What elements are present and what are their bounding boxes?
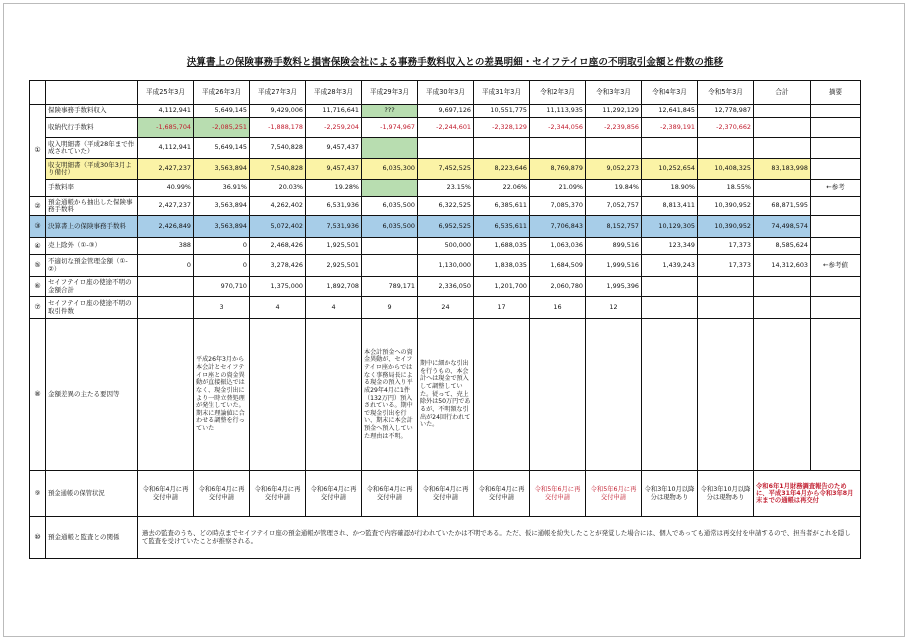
table-row [30, 159, 861, 180]
row-label: 預金通帳と監査との関係 [46, 517, 138, 559]
header-cell: 令和3年3月 [586, 81, 642, 105]
cell: 10,390,952 [698, 197, 754, 216]
cell [754, 277, 811, 297]
row-number: ⑤ [30, 255, 46, 277]
cell [474, 319, 530, 471]
mgmt-cell: 令和5年6月に再交付申請 [530, 471, 586, 517]
cell: 3,278,426 [250, 255, 306, 277]
cell [306, 319, 362, 471]
cell: 4,262,402 [250, 197, 306, 216]
cell: 6,035,500 [362, 216, 418, 238]
cell: 7,531,936 [306, 216, 362, 238]
cell: -2,239,856 [586, 118, 642, 138]
header-cell: 平成29年3月 [362, 81, 418, 105]
cell: 12,778,987 [698, 105, 754, 118]
cell: 68,871,595 [754, 197, 811, 216]
mgmt-cell: 令和6年4月に再交付申請 [138, 471, 194, 517]
cell [754, 138, 811, 159]
cell [138, 277, 194, 297]
mgmt-cell: 令和6年4月に再交付申請 [418, 471, 474, 517]
cell [362, 238, 418, 255]
cell: 1,063,036 [530, 238, 586, 255]
cell: 2,468,426 [250, 238, 306, 255]
row-label: セイフテイロ座の使途不明の金額合計 [46, 277, 138, 297]
cell: 9 [362, 297, 418, 319]
mgmt-cell: 令和6年4月に再交付申請 [194, 471, 250, 517]
table-row [30, 180, 861, 197]
cell: 5,072,402 [250, 216, 306, 238]
cell: 9,429,006 [250, 105, 306, 118]
cell: 14,312,603 [754, 255, 811, 277]
cell: -2,344,056 [530, 118, 586, 138]
cell-note: ←参考値 [811, 255, 861, 277]
row-number: ⑩ [30, 517, 46, 559]
table-row [30, 255, 861, 277]
cell: 12 [586, 297, 642, 319]
row-number: ④ [30, 238, 46, 255]
cell: 19.28% [306, 180, 362, 197]
header-cell: 平成26年3月 [194, 81, 250, 105]
cell: 11,716,641 [306, 105, 362, 118]
header-cell: 合計 [754, 81, 811, 105]
cell [362, 255, 418, 277]
cell: 12,641,845 [642, 105, 698, 118]
row-label: 金額差異の主たる要因等 [46, 319, 138, 471]
cell: 7,540,828 [250, 138, 306, 159]
cell: 83,183,998 [754, 159, 811, 180]
cell-note [811, 138, 861, 159]
cell: 7,085,370 [530, 197, 586, 216]
row-number: ⑥ [30, 277, 46, 297]
cell: 7,452,525 [418, 159, 474, 180]
row-label: セイフテイロ座の使途不明の取引件数 [46, 297, 138, 319]
cell [642, 319, 698, 471]
cell-note [811, 118, 861, 138]
row-label: 預金通帳から抽出した保険事務手数料 [46, 197, 138, 216]
cell: 1,201,700 [474, 277, 530, 297]
cell: 6,952,525 [418, 216, 474, 238]
row-number: ① [30, 105, 46, 197]
cell: 0 [194, 255, 250, 277]
header-cell: 平成28年3月 [306, 81, 362, 105]
table-row [30, 105, 861, 118]
mgmt-cell: 令和6年4月に再交付申請 [362, 471, 418, 517]
table-row [30, 297, 861, 319]
mgmt-cell: 令和3年10月以降分は現物あり [642, 471, 698, 517]
row-label: 収入明細書（平成28年まで作成されていた） [46, 138, 138, 159]
cell [138, 297, 194, 319]
header-row [30, 81, 861, 105]
cell: 2,925,501 [306, 255, 362, 277]
cell-note [811, 197, 861, 216]
cell: -1,974,967 [362, 118, 418, 138]
cell: 1,684,509 [530, 255, 586, 277]
cell: 2,426,849 [138, 216, 194, 238]
cell: 0 [138, 255, 194, 277]
row-label: 手数料率 [46, 180, 138, 197]
cell: 8,223,646 [474, 159, 530, 180]
mgmt-cell: 令和6年4月に再交付申請 [474, 471, 530, 517]
cell: 970,710 [194, 277, 250, 297]
cell: 10,129,305 [642, 216, 698, 238]
cell: -1,888,178 [250, 118, 306, 138]
relation-text: 過去の監査のうち、どの時点までセイフテイロ座の預金通帳が管理され、かつ監査で内容確認が行われていたかは不明である。ただ、仮に通帳を紛失したことが発覚した場合には、個人であっても通常は再交付を申請するので、担当者がこれを隠して監査を受けていたことが推察される。 [138, 517, 861, 559]
header-corner [30, 81, 46, 105]
cell [811, 319, 861, 471]
cell [362, 180, 418, 197]
cell: 2,427,237 [138, 159, 194, 180]
cell: 8,813,411 [642, 197, 698, 216]
header-cell: 平成27年3月 [250, 81, 306, 105]
mgmt-note: 令和6年1月財務調査報告のために、平成31年4月から令和3年8月末までの通帳は再交付 [754, 471, 861, 517]
header-cell: 平成30年3月 [418, 81, 474, 105]
cell [698, 277, 754, 297]
cell: 3,563,894 [194, 216, 250, 238]
row-number: ② [30, 197, 46, 216]
cell: 10,390,952 [698, 216, 754, 238]
cell: 6,531,936 [306, 197, 362, 216]
row-number: ⑧ [30, 319, 46, 471]
cell: 3 [194, 297, 250, 319]
cell: 1,999,516 [586, 255, 642, 277]
header-cell: 平成25年3月 [138, 81, 194, 105]
row-number: ⑨ [30, 471, 46, 517]
row-number: ⑦ [30, 297, 46, 319]
document-title: 決算書上の保険事務手数料と損害保険会社による事務手数料収入との差異明細・セイフテイロ座の不明取引金額と件数の推移 [186, 57, 724, 68]
cell: 40.99% [138, 180, 194, 197]
cell: 23.15% [418, 180, 474, 197]
cell: 1,688,035 [474, 238, 530, 255]
header-cell: 摘要 [811, 81, 861, 105]
cell: 8,769,879 [530, 159, 586, 180]
cell [642, 277, 698, 297]
cell [586, 319, 642, 471]
cell: 17,373 [698, 255, 754, 277]
mgmt-cell: 令和3年10月以降分は現物あり [698, 471, 754, 517]
cell: -2,085,251 [194, 118, 250, 138]
header-cell: 平成31年3月 [474, 81, 530, 105]
cell: 9,052,273 [586, 159, 642, 180]
cell [418, 138, 474, 159]
row-label: 収支明細書（平成30年3月より備付） [46, 159, 138, 180]
cell: 22.06% [474, 180, 530, 197]
cell [250, 319, 306, 471]
cell: 5,649,145 [194, 138, 250, 159]
cell [138, 319, 194, 471]
cell: 7,052,757 [586, 197, 642, 216]
cell [362, 138, 418, 159]
cell [642, 297, 698, 319]
cell-note [811, 297, 861, 319]
cell: 7,540,828 [250, 159, 306, 180]
cell: 2,060,780 [530, 277, 586, 297]
cell: 2,427,237 [138, 197, 194, 216]
cell: 1,375,000 [250, 277, 306, 297]
table-row [30, 138, 861, 159]
cell: 5,649,145 [194, 105, 250, 118]
cell: 6,322,525 [418, 197, 474, 216]
cell: 10,408,325 [698, 159, 754, 180]
cell-note [811, 159, 861, 180]
cell: 7,706,843 [530, 216, 586, 238]
mgmt-cell: 令和6年4月に再交付申請 [306, 471, 362, 517]
table-row-mgmt [30, 471, 861, 517]
cell: 10,551,775 [474, 105, 530, 118]
cell: 6,035,500 [362, 197, 418, 216]
header-cell: 令和2年3月 [530, 81, 586, 105]
header-label-blank [46, 81, 138, 105]
cell: -2,259,204 [306, 118, 362, 138]
cell-note: ←参考 [811, 180, 861, 197]
cell: 3,563,894 [194, 197, 250, 216]
cell: 20.03% [250, 180, 306, 197]
table-row [30, 118, 861, 138]
mgmt-cell: 令和5年6月に再交付申請 [586, 471, 642, 517]
cell-note [811, 216, 861, 238]
cell: 19.84% [586, 180, 642, 197]
cell-note [811, 277, 861, 297]
cell: -2,244,601 [418, 118, 474, 138]
cell: 4 [306, 297, 362, 319]
cell-unknown: ??? [362, 105, 418, 118]
discrepancy-table [29, 80, 861, 559]
cell [754, 319, 811, 471]
cell: 1,995,396 [586, 277, 642, 297]
cell [530, 138, 586, 159]
header-cell: 令和5年3月 [698, 81, 754, 105]
cell-note [811, 238, 861, 255]
cell [754, 297, 811, 319]
cell [698, 319, 754, 471]
row-number: ③ [30, 216, 46, 238]
row-label: 預金通帳の保管状況 [46, 471, 138, 517]
reason-h26: 平成26年3月から本会計とセイフテイロ座との資金異動が直接振込ではなく、現金引出により一時立替処理が発生していた。期末に理論値に合わせる調整を行っていた [194, 319, 250, 471]
cell: 6,535,611 [474, 216, 530, 238]
row-label: 決算書上の保険事務手数料 [46, 216, 138, 238]
cell: 1,130,000 [418, 255, 474, 277]
mgmt-cell: 令和6年4月に再交付申請 [250, 471, 306, 517]
cell: 4,112,941 [138, 138, 194, 159]
cell: 6,385,611 [474, 197, 530, 216]
cell: -2,389,191 [642, 118, 698, 138]
row-label: 不適切な預金管理金額（①-②） [46, 255, 138, 277]
cell: 4,112,941 [138, 105, 194, 118]
cell: 789,171 [362, 277, 418, 297]
cell: 1,925,501 [306, 238, 362, 255]
cell: 3,563,894 [194, 159, 250, 180]
table-row [30, 238, 861, 255]
cell: 123,349 [642, 238, 698, 255]
cell: 17,373 [698, 238, 754, 255]
cell [698, 297, 754, 319]
cell: 17 [474, 297, 530, 319]
cell: 74,498,574 [754, 216, 811, 238]
cell: 8,585,624 [754, 238, 811, 255]
cell [754, 180, 811, 197]
cell [754, 105, 811, 118]
cell: -1,685,704 [138, 118, 194, 138]
row-label: 収納代行手数料 [46, 118, 138, 138]
cell: 11,292,129 [586, 105, 642, 118]
cell: 9,457,437 [306, 159, 362, 180]
cell: 10,252,654 [642, 159, 698, 180]
cell: 16 [530, 297, 586, 319]
table-row-relation [30, 517, 861, 559]
cell [474, 138, 530, 159]
reason-h30: 期中に細かな引出を行うもの、本会計へは現金で預入して調整していた。従って、売上除外は50万円であるが、不明額な引出が24回行われていた。 [418, 319, 474, 471]
table-row-reason [30, 319, 861, 471]
cell: 500,000 [418, 238, 474, 255]
row-label: 売上除外（①-③） [46, 238, 138, 255]
cell: 9,457,437 [306, 138, 362, 159]
cell: 18.90% [642, 180, 698, 197]
cell [586, 138, 642, 159]
cell: 21.09% [530, 180, 586, 197]
cell: 1,439,243 [642, 255, 698, 277]
cell-note [811, 105, 861, 118]
cell: 899,516 [586, 238, 642, 255]
cell [642, 138, 698, 159]
cell: 6,035,300 [362, 159, 418, 180]
cell: 36.91% [194, 180, 250, 197]
reason-h29: 本会計預金への資金異動が、セイフテイロ座からではなく事務局長による現金の預入り平成29年4月に1件（132万円）預入されている。期中で現金引出を行い、期末に本会計預金へ預入していた理由は不明。 [362, 319, 418, 471]
cell: 8,152,757 [586, 216, 642, 238]
cell: 24 [418, 297, 474, 319]
cell: 18.55% [698, 180, 754, 197]
cell: -2,328,129 [474, 118, 530, 138]
cell [698, 138, 754, 159]
cell [530, 319, 586, 471]
cell: 1,838,035 [474, 255, 530, 277]
cell: 388 [138, 238, 194, 255]
table-row [30, 277, 861, 297]
cell: 0 [194, 238, 250, 255]
cell: -2,370,662 [698, 118, 754, 138]
cell [754, 118, 811, 138]
table-row [30, 216, 861, 238]
header-cell: 令和4年3月 [642, 81, 698, 105]
table-row [30, 197, 861, 216]
cell: 11,113,935 [530, 105, 586, 118]
cell: 9,697,126 [418, 105, 474, 118]
cell: 1,892,708 [306, 277, 362, 297]
row-label: 保険事務手数料収入 [46, 105, 138, 118]
cell: 2,336,050 [418, 277, 474, 297]
cell: 4 [250, 297, 306, 319]
